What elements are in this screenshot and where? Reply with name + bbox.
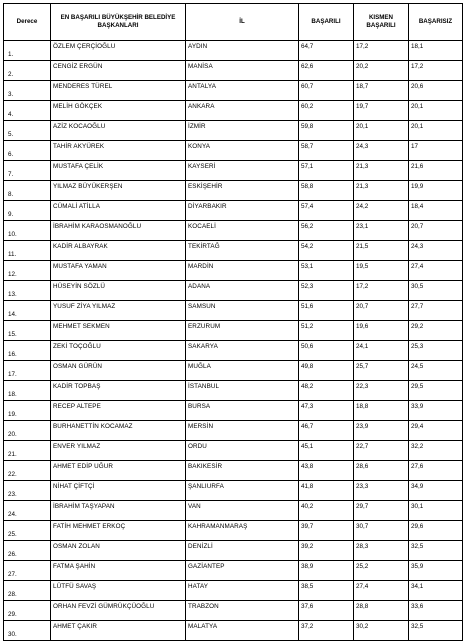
mayor-name-cell: LÜTFÜ SAVAŞ [51,581,186,601]
table-row [4,261,463,281]
city-cell: ESKİŞEHİR [186,181,299,201]
successful-percent-cell: 49,8 [299,361,354,381]
table-row [4,481,463,501]
table-row [4,141,463,161]
unsuccessful-percent-cell: 33,6 [409,601,463,621]
partially-successful-percent-cell: 25,7 [354,361,409,381]
partially-successful-percent-cell: 30,7 [354,521,409,541]
rank-cell: 3. [4,81,51,101]
table-row [4,201,463,221]
rank-cell: 11. [4,241,51,261]
city-cell: ANTALYA [186,81,299,101]
rank-cell: 8. [4,181,51,201]
unsuccessful-percent-cell: 21,6 [409,161,463,181]
rank-cell: 13. [4,281,51,301]
table-row [4,421,463,441]
mayor-name-cell: ORHAN FEVZİ GÜMRÜKÇÜOĞLU [51,601,186,621]
successful-percent-cell: 52,3 [299,281,354,301]
city-cell: TEKİRTAĞ [186,241,299,261]
rank-cell: 17. [4,361,51,381]
partially-successful-percent-cell: 20,7 [354,301,409,321]
mayor-name-cell: RECEP ALTEPE [51,401,186,421]
city-cell: HATAY [186,581,299,601]
city-cell: İSTANBUL [186,381,299,401]
header-row [4,4,463,41]
successful-percent-cell: 38,5 [299,581,354,601]
successful-percent-cell: 40,2 [299,501,354,521]
header-successful: BAŞARILI [299,4,354,41]
mayor-name-cell: FATMA ŞAHİN [51,561,186,581]
rank-cell: 25. [4,521,51,541]
table-row [4,241,463,261]
rank-cell: 10. [4,221,51,241]
rank-cell: 7. [4,161,51,181]
successful-percent-cell: 37,2 [299,621,354,641]
partially-successful-percent-cell: 28,8 [354,601,409,621]
rank-cell: 6. [4,141,51,161]
table-row [4,361,463,381]
city-cell: ŞANLIURFA [186,481,299,501]
mayor-name-cell: AZİZ KOCAOĞLU [51,121,186,141]
partially-successful-percent-cell: 25,2 [354,561,409,581]
successful-percent-cell: 59,8 [299,121,354,141]
successful-percent-cell: 64,7 [299,41,354,61]
city-cell: MARDİN [186,261,299,281]
rank-cell: 28. [4,581,51,601]
mayor-name-cell: BURHANETTİN KOCAMAZ [51,421,186,441]
unsuccessful-percent-cell: 32,5 [409,621,463,641]
mayor-name-cell: YUSUF ZİYA YILMAZ [51,301,186,321]
unsuccessful-percent-cell: 29,5 [409,381,463,401]
successful-percent-cell: 48,2 [299,381,354,401]
partially-successful-percent-cell: 21,3 [354,181,409,201]
mayor-name-cell: CÜMALİ ATİLLA [51,201,186,221]
table-row [4,401,463,421]
city-cell: BAKIKESİR [186,461,299,481]
unsuccessful-percent-cell: 34,1 [409,581,463,601]
mayor-name-cell: ÖZLEM ÇERÇİOĞLU [51,41,186,61]
mayor-name-cell: KADİR TOPBAŞ [51,381,186,401]
mayor-name-cell: NİHAT ÇİFTÇİ [51,481,186,501]
successful-percent-cell: 45,1 [299,441,354,461]
city-cell: MALATYA [186,621,299,641]
mayor-name-cell: CENGİZ ERGÜN [51,61,186,81]
rank-cell: 19. [4,401,51,421]
partially-successful-percent-cell: 23,9 [354,421,409,441]
city-cell: AYDIN [186,41,299,61]
unsuccessful-percent-cell: 30,1 [409,501,463,521]
unsuccessful-percent-cell: 20,6 [409,81,463,101]
unsuccessful-percent-cell: 32,2 [409,441,463,461]
partially-successful-percent-cell: 23,3 [354,481,409,501]
document-page [3,3,463,641]
table-row [4,161,463,181]
table-row [4,121,463,141]
city-cell: SAMSUN [186,301,299,321]
table-row [4,521,463,541]
successful-percent-cell: 56,2 [299,221,354,241]
rank-cell: 15. [4,321,51,341]
unsuccessful-percent-cell: 18,4 [409,201,463,221]
rank-cell: 18. [4,381,51,401]
rank-cell: 12. [4,261,51,281]
successful-percent-cell: 46,7 [299,421,354,441]
mayor-name-cell: MUSTAFA ÇELİK [51,161,186,181]
unsuccessful-percent-cell: 27,6 [409,461,463,481]
mayor-name-cell: MENDERES TÜREL [51,81,186,101]
table-body [4,41,463,641]
unsuccessful-percent-cell: 34,9 [409,481,463,501]
successful-percent-cell: 58,7 [299,141,354,161]
rank-cell: 27. [4,561,51,581]
mayor-name-cell: İBRAHİM KARAOSMANOĞLU [51,221,186,241]
successful-percent-cell: 62,6 [299,61,354,81]
successful-percent-cell: 41,8 [299,481,354,501]
table-row [4,181,463,201]
mayor-ranking-table [3,3,463,641]
partially-successful-percent-cell: 20,2 [354,61,409,81]
header-partially-successful: KISMEN BAŞARILI [354,4,409,41]
rank-cell: 21. [4,441,51,461]
partially-successful-percent-cell: 19,6 [354,321,409,341]
partially-successful-percent-cell: 28,6 [354,461,409,481]
unsuccessful-percent-cell: 24,3 [409,241,463,261]
unsuccessful-percent-cell: 30,5 [409,281,463,301]
partially-successful-percent-cell: 21,3 [354,161,409,181]
unsuccessful-percent-cell: 27,7 [409,301,463,321]
table-row [4,441,463,461]
table-row [4,461,463,481]
rank-cell: 30. [4,621,51,641]
mayor-name-cell: MUSTAFA YAMAN [51,261,186,281]
city-cell: ANKARA [186,101,299,121]
partially-successful-percent-cell: 17,2 [354,41,409,61]
table-row [4,321,463,341]
mayor-name-cell: OSMAN GÜRÜN [51,361,186,381]
table-row [4,621,463,641]
mayor-name-cell: FATİH MEHMET ERKOÇ [51,521,186,541]
partially-successful-percent-cell: 30,2 [354,621,409,641]
successful-percent-cell: 60,7 [299,81,354,101]
table-row [4,541,463,561]
city-cell: TRABZON [186,601,299,621]
rank-cell: 9. [4,201,51,221]
unsuccessful-percent-cell: 17 [409,141,463,161]
rank-cell: 23. [4,481,51,501]
successful-percent-cell: 53,1 [299,261,354,281]
mayor-name-cell: KADİR ALBAYRAK [51,241,186,261]
city-cell: KONYA [186,141,299,161]
table-row [4,61,463,81]
unsuccessful-percent-cell: 20,1 [409,121,463,141]
successful-percent-cell: 51,2 [299,321,354,341]
rank-cell: 16. [4,341,51,361]
rank-cell: 29. [4,601,51,621]
unsuccessful-percent-cell: 20,1 [409,101,463,121]
table-row [4,601,463,621]
unsuccessful-percent-cell: 29,2 [409,321,463,341]
rank-cell: 2. [4,61,51,81]
rank-cell: 26. [4,541,51,561]
rank-cell: 5. [4,121,51,141]
partially-successful-percent-cell: 24,1 [354,341,409,361]
unsuccessful-percent-cell: 19,9 [409,181,463,201]
city-cell: ADANA [186,281,299,301]
table-row [4,81,463,101]
unsuccessful-percent-cell: 24,5 [409,361,463,381]
header-mayor: EN BAŞARILI BÜYÜKŞEHİR BELEDİYE BAŞKANLARI [51,4,186,41]
header-city: İL [186,4,299,41]
city-cell: ORDU [186,441,299,461]
table-row [4,281,463,301]
table-header [4,4,463,41]
successful-percent-cell: 57,1 [299,161,354,181]
rank-cell: 4. [4,101,51,121]
city-cell: KAYSERİ [186,161,299,181]
city-cell: MUĞLA [186,361,299,381]
table-row [4,381,463,401]
partially-successful-percent-cell: 19,5 [354,261,409,281]
successful-percent-cell: 39,7 [299,521,354,541]
mayor-name-cell: YILMAZ BÜYÜKERŞEN [51,181,186,201]
unsuccessful-percent-cell: 18,1 [409,41,463,61]
successful-percent-cell: 54,2 [299,241,354,261]
rank-cell: 14. [4,301,51,321]
city-cell: İZMİR [186,121,299,141]
unsuccessful-percent-cell: 17,2 [409,61,463,81]
table-row [4,581,463,601]
mayor-name-cell: MELİH GÖKÇEK [51,101,186,121]
city-cell: GAZİANTEP [186,561,299,581]
unsuccessful-percent-cell: 33,9 [409,401,463,421]
city-cell: DENİZLİ [186,541,299,561]
partially-successful-percent-cell: 21,5 [354,241,409,261]
city-cell: BURSA [186,401,299,421]
unsuccessful-percent-cell: 20,7 [409,221,463,241]
rank-cell: 20. [4,421,51,441]
partially-successful-percent-cell: 24,2 [354,201,409,221]
unsuccessful-percent-cell: 25,3 [409,341,463,361]
successful-percent-cell: 51,6 [299,301,354,321]
successful-percent-cell: 50,6 [299,341,354,361]
partially-successful-percent-cell: 18,7 [354,81,409,101]
unsuccessful-percent-cell: 32,5 [409,541,463,561]
partially-successful-percent-cell: 18,8 [354,401,409,421]
mayor-name-cell: OSMAN ZOLAN [51,541,186,561]
mayor-name-cell: İBRAHİM TAŞYAPAN [51,501,186,521]
partially-successful-percent-cell: 20,1 [354,121,409,141]
successful-percent-cell: 47,3 [299,401,354,421]
header-unsuccessful: BAŞARISIZ [409,4,463,41]
table-row [4,101,463,121]
table-row [4,341,463,361]
table-row [4,41,463,61]
successful-percent-cell: 39,2 [299,541,354,561]
unsuccessful-percent-cell: 29,6 [409,521,463,541]
partially-successful-percent-cell: 29,7 [354,501,409,521]
city-cell: KOCAELİ [186,221,299,241]
city-cell: SAKARYA [186,341,299,361]
table-row [4,301,463,321]
partially-successful-percent-cell: 22,3 [354,381,409,401]
city-cell: ERZURUM [186,321,299,341]
unsuccessful-percent-cell: 35,9 [409,561,463,581]
partially-successful-percent-cell: 27,4 [354,581,409,601]
partially-successful-percent-cell: 22,7 [354,441,409,461]
partially-successful-percent-cell: 19,7 [354,101,409,121]
city-cell: KAHRAMANMARAŞ [186,521,299,541]
partially-successful-percent-cell: 24,3 [354,141,409,161]
mayor-name-cell: AHMET ÇAKIR [51,621,186,641]
mayor-name-cell: AHMET EDİP UĞUR [51,461,186,481]
successful-percent-cell: 43,8 [299,461,354,481]
rank-cell: 1. [4,41,51,61]
mayor-name-cell: HÜSEYİN SÖZLÜ [51,281,186,301]
mayor-name-cell: MEHMET SEKMEN [51,321,186,341]
rank-cell: 24. [4,501,51,521]
mayor-name-cell: ZEKİ TOÇOĞLU [51,341,186,361]
table-row [4,561,463,581]
partially-successful-percent-cell: 17,2 [354,281,409,301]
successful-percent-cell: 60,2 [299,101,354,121]
mayor-name-cell: ENVER YILMAZ [51,441,186,461]
successful-percent-cell: 37,6 [299,601,354,621]
mayor-name-cell: TAHİR AKYÜREK [51,141,186,161]
rank-cell: 22. [4,461,51,481]
city-cell: MANİSA [186,61,299,81]
table-row [4,501,463,521]
partially-successful-percent-cell: 28,3 [354,541,409,561]
city-cell: MERSİN [186,421,299,441]
successful-percent-cell: 58,8 [299,181,354,201]
city-cell: VAN [186,501,299,521]
table-row [4,221,463,241]
successful-percent-cell: 57,4 [299,201,354,221]
successful-percent-cell: 38,9 [299,561,354,581]
city-cell: DİYARBAKIR [186,201,299,221]
partially-successful-percent-cell: 23,1 [354,221,409,241]
header-rank: Derece [4,4,51,41]
unsuccessful-percent-cell: 27,4 [409,261,463,281]
unsuccessful-percent-cell: 29,4 [409,421,463,441]
